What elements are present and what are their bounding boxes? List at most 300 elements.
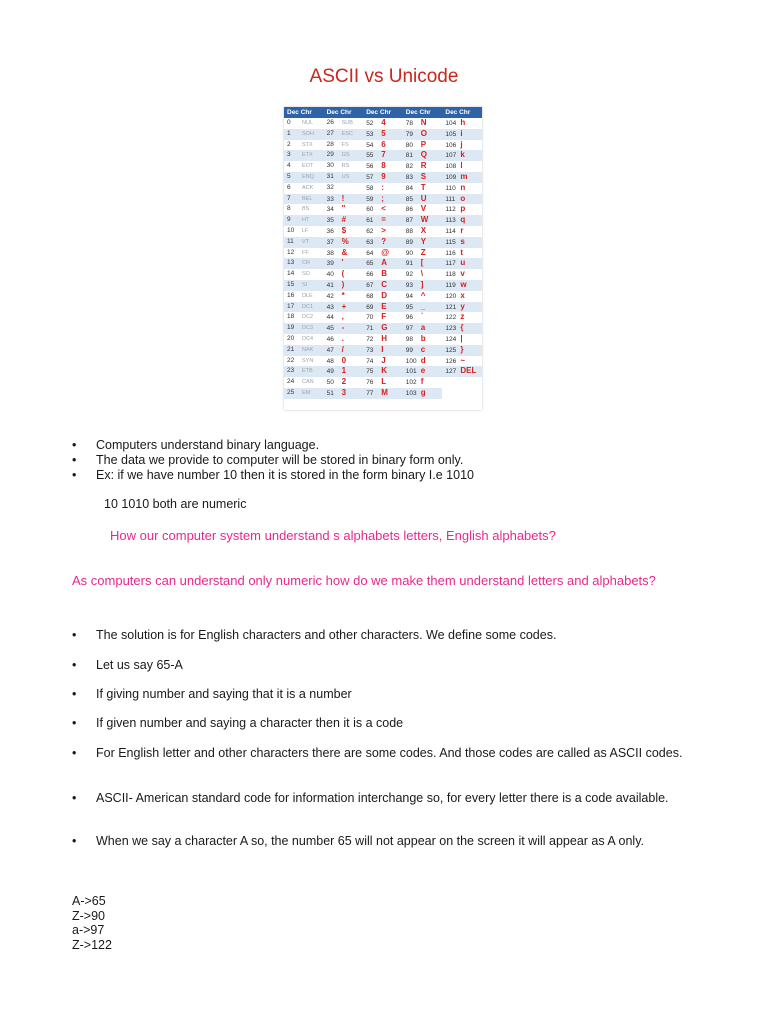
table-cell <box>324 366 364 377</box>
ascii-code: 1 <box>287 129 291 137</box>
ascii-char: w <box>460 279 467 289</box>
ascii-code: 11 <box>287 237 294 245</box>
ascii-char: > <box>381 225 386 235</box>
ascii-code: 55 <box>366 152 374 160</box>
ascii-code: 83 <box>405 173 414 181</box>
ascii-char: ` <box>420 312 424 322</box>
ascii-code: 60 <box>366 206 374 214</box>
table-cell <box>403 204 443 215</box>
table-cell <box>403 258 443 269</box>
ascii-code: 124 <box>445 335 457 343</box>
table-cell <box>403 302 443 313</box>
ascii-code: 68 <box>366 292 374 300</box>
table-cell <box>363 172 403 183</box>
ascii-char: E <box>381 301 387 311</box>
table-cell <box>324 388 364 399</box>
ascii-code: 37 <box>326 238 334 246</box>
table-cell <box>363 161 403 172</box>
table-header-cell: Dec Chr <box>405 109 431 116</box>
ascii-char: NAK <box>302 346 314 353</box>
table-cell <box>324 280 364 291</box>
ascii-code: 102 <box>405 379 417 387</box>
ascii-char: NUL <box>302 120 314 126</box>
ascii-code: 87 <box>405 217 414 225</box>
ascii-code: 126 <box>445 357 457 365</box>
ascii-char: D <box>381 290 387 300</box>
ascii-code: 42 <box>326 292 334 300</box>
table-cell <box>363 356 403 367</box>
ascii-code: 93 <box>405 281 414 289</box>
ascii-code: 97 <box>405 325 414 333</box>
ascii-code: 85 <box>405 195 414 203</box>
ascii-char: a <box>420 323 426 333</box>
ascii-char: b <box>420 333 426 343</box>
table-cell <box>442 215 482 226</box>
ascii-char: US <box>341 173 350 180</box>
ascii-code: 8 <box>287 205 291 213</box>
ascii-code: 82 <box>405 163 414 171</box>
table-cell <box>324 118 364 129</box>
ascii-char: + <box>341 301 347 311</box>
ascii-char: ] <box>420 279 424 289</box>
table-cell <box>363 312 403 323</box>
table-cell <box>284 291 324 302</box>
mapping-line: Z->122 <box>72 937 112 952</box>
ascii-code: 48 <box>326 357 334 365</box>
table-cell <box>363 345 403 356</box>
ascii-code: 109 <box>445 173 457 181</box>
ascii-char: u <box>460 258 466 268</box>
ascii-code: 106 <box>445 141 457 149</box>
ascii-code: 32 <box>326 183 334 191</box>
ascii-code: 25 <box>287 388 295 396</box>
ascii-char: z <box>460 312 465 322</box>
ascii-code: 96 <box>405 314 414 322</box>
table-cell <box>363 194 403 205</box>
table-cell <box>363 183 403 194</box>
table-cell <box>284 377 324 388</box>
ascii-char: } <box>460 344 464 354</box>
ascii-code: 111 <box>445 195 456 203</box>
table-cell <box>284 366 324 377</box>
ascii-code: 36 <box>326 227 334 235</box>
table-cell <box>284 302 324 313</box>
ascii-char: C <box>381 279 387 289</box>
ascii-char: BS <box>302 206 310 213</box>
table-cell <box>403 183 443 194</box>
ascii-char: 9 <box>381 171 386 181</box>
ascii-char: g <box>420 387 426 397</box>
table-cell <box>363 323 403 334</box>
table-cell <box>442 248 482 259</box>
ascii-code: 98 <box>405 335 414 343</box>
ascii-char: ETX <box>302 152 313 159</box>
table-cell <box>403 377 443 388</box>
ascii-code: 20 <box>287 334 295 342</box>
ascii-code: 35 <box>326 217 334 225</box>
table-cell <box>284 226 324 237</box>
ascii-code: 86 <box>405 206 414 214</box>
ascii-code: 125 <box>445 346 457 354</box>
table-cell <box>442 280 482 291</box>
table-cell <box>442 194 482 205</box>
ascii-char: k <box>460 150 465 160</box>
list-item: • When we say a character A so, the number 65 will not appear on the screen it will appear as A only. <box>72 834 736 849</box>
list-item: • ASCII- American standard code for information interchange so, for every letter there is a code available. <box>72 791 736 806</box>
ascii-char: r <box>460 225 464 235</box>
ascii-code: 40 <box>326 271 334 279</box>
ascii-char: 0 <box>341 355 347 365</box>
ascii-char: X <box>420 225 427 235</box>
numeric-example: 10 1010 both are numeric <box>104 497 247 511</box>
ascii-char: = <box>381 215 386 225</box>
ascii-code: 31 <box>326 172 334 180</box>
table-cell <box>442 269 482 280</box>
ascii-code: 115 <box>445 238 456 246</box>
ascii-code: 100 <box>405 357 417 365</box>
ascii-char: : <box>381 182 384 192</box>
ascii-char: SYN <box>302 357 314 364</box>
ascii-code: 104 <box>445 120 457 127</box>
table-cell <box>442 237 482 248</box>
ascii-code: 57 <box>366 173 374 181</box>
table-cell <box>324 258 364 269</box>
ascii-code: 92 <box>405 271 414 279</box>
table-cell <box>363 302 403 313</box>
table-cell <box>363 366 403 377</box>
ascii-char: l <box>460 161 463 171</box>
ascii-char: G <box>381 323 388 333</box>
ascii-code: 10 <box>287 226 295 234</box>
ascii-char: \ <box>420 269 424 279</box>
table-cell <box>284 280 324 291</box>
table-cell <box>403 118 443 129</box>
ascii-code: 90 <box>405 249 414 257</box>
table-cell <box>284 269 324 280</box>
ascii-char: , <box>341 312 344 322</box>
ascii-char: ETB <box>302 368 313 375</box>
ascii-code: 61 <box>366 217 374 225</box>
ascii-code: 79 <box>405 130 414 138</box>
table-cell <box>363 129 403 140</box>
ascii-char: RS <box>341 163 350 170</box>
table-cell <box>403 334 443 345</box>
ascii-code: 70 <box>366 314 374 322</box>
table-cell <box>284 194 324 205</box>
ascii-char: 6 <box>381 139 386 149</box>
ascii-char: $ <box>341 225 347 235</box>
ascii-code: 53 <box>366 130 374 138</box>
ascii-char: y <box>460 301 465 311</box>
table-cell <box>324 356 364 367</box>
table-cell <box>324 248 364 259</box>
ascii-char: 3 <box>341 387 347 397</box>
ascii-char: 2 <box>341 377 347 387</box>
ascii-code: 24 <box>287 378 295 386</box>
table-cell <box>284 118 324 129</box>
question-heading: How our computer system understand s alphabets letters, English alphabets? <box>110 528 556 543</box>
table-cell <box>442 334 482 345</box>
ascii-code: 22 <box>287 356 295 364</box>
ascii-code: 75 <box>366 368 374 376</box>
ascii-char: ENQ <box>302 173 314 180</box>
ascii-code: 52 <box>366 120 374 127</box>
table-cell <box>363 226 403 237</box>
ascii-char: ' <box>341 258 344 268</box>
ascii-code: 27 <box>326 129 334 137</box>
ascii-char: 4 <box>381 118 386 127</box>
table-cell <box>403 312 443 323</box>
ascii-code: 105 <box>445 130 457 138</box>
table-cell <box>284 388 324 399</box>
table-cell <box>403 366 443 377</box>
table-cell <box>363 291 403 302</box>
ascii-code: 16 <box>287 291 295 299</box>
ascii-char: ESC <box>341 130 353 137</box>
ascii-char: SUB <box>341 120 353 126</box>
table-cell <box>403 226 443 237</box>
table-cell <box>284 323 324 334</box>
ascii-code: 9 <box>287 216 291 224</box>
ascii-code: 127 <box>445 368 457 376</box>
ascii-code: 66 <box>366 271 374 279</box>
ascii-code: 7 <box>287 194 291 202</box>
table-cell <box>442 226 482 237</box>
ascii-char: CAN <box>302 379 314 386</box>
ascii-char: q <box>460 215 466 225</box>
ascii-char: c <box>420 344 426 354</box>
table-cell <box>442 302 482 313</box>
ascii-char: DEL <box>460 366 477 376</box>
ascii-code: 28 <box>326 140 334 148</box>
table-cell <box>363 388 403 399</box>
ascii-char: / <box>341 344 344 354</box>
table-cell <box>403 291 443 302</box>
table-cell <box>442 258 482 269</box>
ascii-code: 4 <box>287 162 291 170</box>
table-cell <box>284 140 324 151</box>
ascii-char: EM <box>302 389 311 396</box>
table-cell <box>324 226 364 237</box>
ascii-code: 113 <box>445 217 456 225</box>
table-cell <box>363 215 403 226</box>
ascii-code: 64 <box>366 249 374 257</box>
ascii-char: J <box>381 355 386 365</box>
ascii-char: A <box>381 258 387 268</box>
table-cell <box>324 377 364 388</box>
ascii-code: 50 <box>326 379 334 387</box>
ascii-char: . <box>341 333 344 343</box>
ascii-char: I <box>381 344 384 354</box>
ascii-char: ? <box>381 236 387 246</box>
mapping-line: Z->90 <box>72 908 106 923</box>
table-cell <box>403 161 443 172</box>
ascii-char: DC4 <box>302 335 314 342</box>
table-cell <box>324 183 364 194</box>
ascii-char: j <box>460 139 463 149</box>
ascii-code: 19 <box>287 324 295 332</box>
table-cell <box>403 129 443 140</box>
table-cell <box>403 269 443 280</box>
ascii-char: SOH <box>302 130 314 137</box>
ascii-table-body <box>284 118 482 399</box>
ascii-code: 118 <box>445 271 456 279</box>
ascii-char: Z <box>420 247 426 257</box>
page-title: ASCII vs Unicode <box>309 66 459 87</box>
list-item: • For English letter and other characters there are some codes. And those codes are called as ASCII codes. <box>72 746 736 761</box>
ascii-char: GS <box>341 152 350 159</box>
ascii-code: 88 <box>405 227 414 235</box>
ascii-code: 110 <box>445 184 456 192</box>
table-cell <box>403 194 443 205</box>
ascii-char: v <box>460 269 465 279</box>
ascii-char: % <box>341 236 349 246</box>
table-cell <box>442 323 482 334</box>
table-cell <box>324 312 364 323</box>
table-cell <box>284 183 324 194</box>
ascii-code: 0 <box>287 119 291 126</box>
table-cell <box>284 356 324 367</box>
table-cell <box>442 291 482 302</box>
ascii-char: d <box>420 355 426 365</box>
ascii-char: N <box>420 118 427 127</box>
table-header-cell: Dec Chr <box>326 109 352 116</box>
ascii-table-column <box>403 118 443 399</box>
table-cell <box>403 215 443 226</box>
ascii-code: 5 <box>287 172 291 180</box>
table-cell <box>284 150 324 161</box>
ascii-code: 74 <box>366 357 374 365</box>
ascii-char: n <box>460 182 466 192</box>
ascii-char: F <box>381 312 387 322</box>
table-cell <box>324 129 364 140</box>
ascii-code: 43 <box>326 303 334 311</box>
ascii-char: * <box>341 290 345 300</box>
ascii-code: 67 <box>366 281 374 289</box>
ascii-char: P <box>420 139 427 149</box>
table-cell <box>403 345 443 356</box>
table-cell <box>363 150 403 161</box>
ascii-char: # <box>341 215 347 225</box>
list-item: • If given number and saying a character then it is a code <box>72 716 736 731</box>
ascii-char: ^ <box>420 290 426 300</box>
table-cell <box>442 312 482 323</box>
ascii-code: 77 <box>366 389 374 397</box>
ascii-code: 13 <box>287 259 295 267</box>
table-cell <box>403 172 443 183</box>
ascii-char: o <box>460 193 466 203</box>
ascii-code: 44 <box>326 314 334 322</box>
ascii-code: 103 <box>405 389 417 397</box>
ascii-char: " <box>341 204 346 214</box>
ascii-code: 33 <box>326 195 334 203</box>
ascii-code: 95 <box>405 303 414 311</box>
table-cell <box>442 366 482 377</box>
ascii-char: W <box>420 215 429 225</box>
ascii-code: 2 <box>287 140 291 148</box>
table-cell <box>284 345 324 356</box>
ascii-code: 94 <box>405 292 414 300</box>
ascii-code: 76 <box>366 379 374 387</box>
ascii-char: | <box>460 333 463 343</box>
ascii-code: 63 <box>366 238 374 246</box>
ascii-code: 69 <box>366 303 374 311</box>
ascii-code: 78 <box>405 120 414 127</box>
table-cell <box>284 215 324 226</box>
ascii-code: 80 <box>405 141 414 149</box>
table-cell <box>324 150 364 161</box>
table-cell <box>324 161 364 172</box>
ascii-char: [ <box>420 258 424 268</box>
ascii-code: 122 <box>445 314 457 322</box>
ascii-char: FF <box>302 249 309 256</box>
table-cell <box>403 388 443 399</box>
ascii-code: 21 <box>287 345 295 353</box>
ascii-code: 15 <box>287 280 295 288</box>
ascii-code: 14 <box>287 270 295 278</box>
table-cell <box>442 150 482 161</box>
table-cell <box>363 204 403 215</box>
table-cell <box>403 280 443 291</box>
list-item: • The data we provide to computer will be stored in binary form only. <box>72 453 712 468</box>
ascii-code: 112 <box>445 206 456 214</box>
ascii-char: p <box>460 204 466 214</box>
table-cell <box>284 248 324 259</box>
ascii-char: i <box>460 128 463 138</box>
ascii-table <box>284 107 482 410</box>
ascii-table-header <box>284 107 482 118</box>
ascii-code: 54 <box>366 141 374 149</box>
ascii-code: 38 <box>326 249 334 257</box>
ascii-code: 84 <box>405 184 414 192</box>
ascii-code: 71 <box>366 325 374 333</box>
table-cell <box>324 334 364 345</box>
table-cell <box>284 161 324 172</box>
ascii-char: s <box>460 236 465 246</box>
list-item: • If giving number and saying that it is a number <box>72 687 736 702</box>
ascii-char: t <box>460 247 464 257</box>
ascii-code: 62 <box>366 227 374 235</box>
ascii-code: 29 <box>326 151 334 159</box>
ascii-char: FS <box>341 141 349 148</box>
ascii-char: ; <box>381 193 384 203</box>
ascii-code: 17 <box>287 302 295 310</box>
ascii-code: 65 <box>366 260 374 268</box>
ascii-char: Q <box>420 150 428 160</box>
ascii-char: _ <box>420 301 426 311</box>
table-cell <box>442 183 482 194</box>
table-cell <box>324 302 364 313</box>
ascii-code: 18 <box>287 313 295 321</box>
ascii-char: VT <box>302 238 310 245</box>
ascii-code: 121 <box>445 303 457 311</box>
ascii-code: 123 <box>445 325 457 333</box>
ascii-code: 51 <box>326 389 334 397</box>
ascii-code: 49 <box>326 368 334 376</box>
ascii-code: 108 <box>445 163 457 171</box>
ascii-char: V <box>420 204 427 214</box>
ascii-code: 45 <box>326 325 334 333</box>
ascii-char: - <box>341 323 345 333</box>
ascii-char: B <box>381 269 387 279</box>
ascii-code: 6 <box>287 183 291 191</box>
table-cell <box>442 356 482 367</box>
ascii-char: f <box>420 377 424 387</box>
ascii-code: 59 <box>366 195 374 203</box>
table-cell <box>363 248 403 259</box>
ascii-table-column <box>442 118 482 399</box>
ascii-code: 47 <box>326 346 334 354</box>
